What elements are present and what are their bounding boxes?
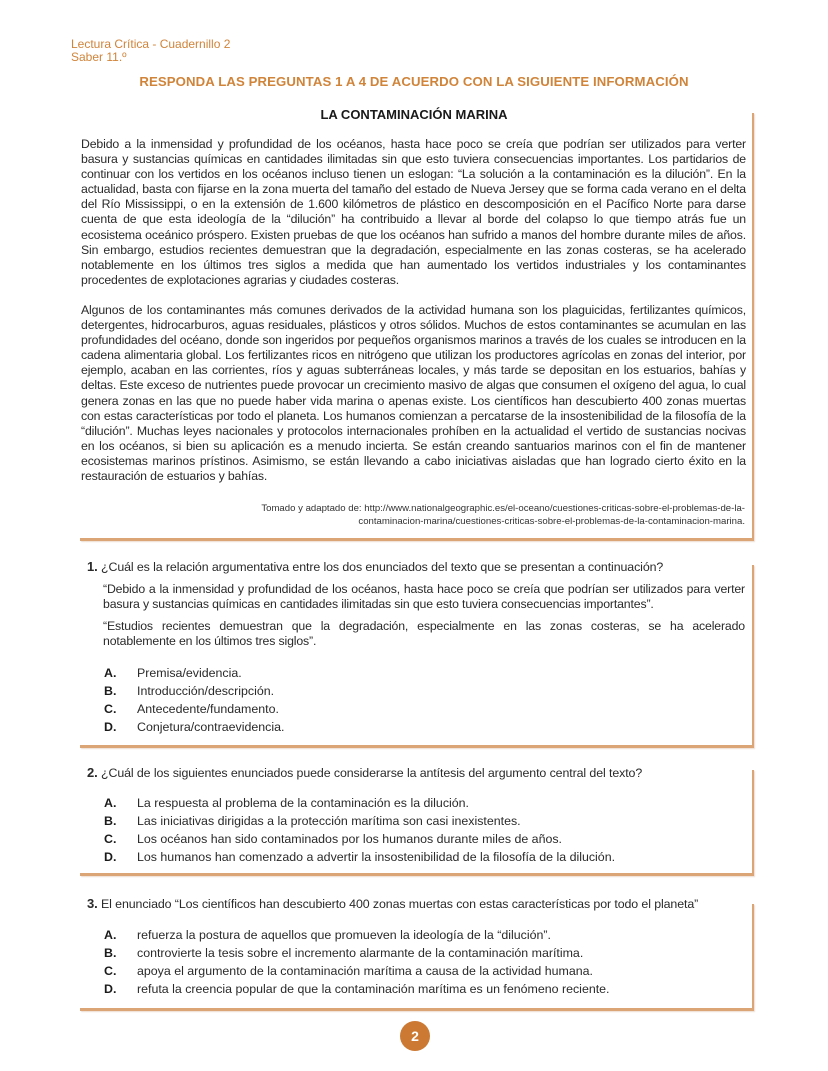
reading-passage [81,137,746,499]
question-1-options [104,664,744,736]
question-2-options [104,794,744,866]
reading-title: LA CONTAMINACIÓN MARINA [320,107,508,122]
source-citation [150,502,745,528]
question-1-stem [87,559,752,575]
option-c[interactable]: C. apoya el argumento de la contaminación marítima a causa de la actividad humana. [104,964,593,978]
option-d[interactable]: D. Los humanos han comenzado a advertir la insostenibilidad de la filosofía de la dilución. [104,850,616,864]
question-3-stem [87,896,752,912]
option-a[interactable]: A. La respuesta al problema de la contaminación es la dilución. [104,796,469,810]
option-a[interactable]: A. Premisa/evidencia. [104,666,242,680]
passage-paragraph: Debido a la inmensidad y profundidad de los océanos, hasta hace poco se creía que podrían ser utilizados para verter basura y sustancias químicas en cantidades ilimitadas sin que esto tuviera consecuencias importantes. Los partidarios de continuar con los vertidos en los océanos incluso tienen un eslogan: “La solución a la contaminación es la dilución”. En la actualidad, basta con fijarse en la zona muerta del tamaño del estado de Nueva Jersey que se forma cada verano en el delta del Río Mississippi, o en la extensión de 1.600 kilómetros de plástico en descomposición en el Pacífico Norte para darse cuenta de que esta ideología de la “dilución” ha contribuido a llevar al borde del colapso lo que tiempo atrás fue un ecosistema oceánico próspero. Existen pruebas de que los océanos han sufrido a manos del hombre durante miles de años. Sin embargo, estudios recientes demuestran que la degradación, especialmente en las zonas costeras, se ha acelerado notablemente en los últimos tres siglos a medida que han aumentado los vertidos industriales y los contaminantes procedentes de explotaciones agrarias y ciudades costeras. [81,137,746,287]
question-number: 1. [87,559,98,574]
question-text: ¿Cuál es la relación argumentativa entre los dos enunciados del texto que se presentan a continuación? [101,560,664,574]
header-exam: Saber 11.º [71,50,127,64]
source-line: Tomado y adaptado de: http://www.nationalgeographic.es/el-oceano/cuestiones-criticas-sobre-el-problemas-de-la- [261,503,745,514]
source-line: contaminacion-marina/cuestiones-criticas-sobre-el-problemas-de-la-contaminacion-marina. [358,516,745,527]
question-number: 3. [87,896,98,911]
option-a[interactable]: A. refuerza la postura de aquellos que promueven la ideología de la “dilución”. [104,928,551,942]
question-2-stem [87,765,752,781]
option-c[interactable]: C. Los océanos han sido contaminados por los humanos durante miles de años. [104,832,562,846]
option-b[interactable]: B. controvierte la tesis sobre el incremento alarmante de la contaminación marítima. [104,946,584,960]
question-1-quote-2: “Estudios recientes demuestran que la degradación, especialmente en las zonas costeras, se ha acelerado notablemente en los últimos tres siglos”. [103,619,745,648]
page-number-badge: 2 [400,1021,430,1051]
option-d[interactable]: D. refuta la creencia popular de que la contaminación marítima es un fenómeno reciente. [104,982,610,996]
option-c[interactable]: C. Antecedente/fundamento. [104,702,279,716]
header-subject: Lectura Crítica - Cuadernillo 2 [71,37,231,51]
question-text: El enunciado “Los científicos han descubierto 400 zonas muertas con estas características por todo el planeta” [101,897,699,911]
option-b[interactable]: B. Las iniciativas dirigidas a la protección marítima son casi inexistentes. [104,814,521,828]
question-number: 2. [87,765,98,780]
question-3-options [104,926,744,998]
document-header [71,38,230,64]
option-b[interactable]: B. Introducción/descripción. [104,684,275,698]
question-text: ¿Cuál de los siguientes enunciados puede considerarse la antítesis del argumento central del texto? [101,766,643,780]
option-d[interactable]: D. Conjetura/contraevidencia. [104,720,285,734]
instruction-heading: RESPONDA LAS PREGUNTAS 1 A 4 DE ACUERDO CON LA SIGUIENTE INFORMACIÓN [139,74,689,89]
question-1-quote-1: “Debido a la inmensidad y profundidad de los océanos, hasta hace poco se creía que podrían ser utilizados para verter basura y sustancias químicas en cantidades ilimitadas sin que esto tuviera consecuencias importantes”. [103,582,745,611]
passage-paragraph: Algunos de los contaminantes más comunes derivados de la actividad humana son los plaguicidas, fertilizantes químicos, detergentes, hidrocarburos, aguas residuales, plásticos y otros sólidos. Muchos de estos contaminantes se acumulan en las profundidades del océano, donde son ingeridos por pequeños organismos marinos a través de los cuales se introducen en la cadena alimentaria global. Los fertilizantes ricos en nitrógeno que utilizan los productores agrícolas en zonas del interior, por ejemplo, acaban en las corrientes, ríos y aguas subterráneas locales, y más tarde se depositan en los estuarios, bahías y deltas. Este exceso de nutrientes puede provocar un crecimiento masivo de algas que consumen el oxígeno del agua, lo cual genera zonas en las que no puede haber vida marina o apenas existe. Los científicos han descubierto 400 zonas muertas con estas características por todo el planeta. Los humanos comienzan a percatarse de la insostenibilidad de la filosofía de la “dilución”. Muchas leyes nacionales y protocolos internacionales prohíben en la actualidad el vertido de sustancias nocivas en los océanos, si bien su aplicación es a menudo incierta. Se están creando santuarios marinos con el fin de mantener ecosistemas marinos prístinos. Asimismo, se están llevando a cabo iniciativas aisladas que han logrado cierto éxito en la restauración de estuarios y bahías. [81,302,746,483]
